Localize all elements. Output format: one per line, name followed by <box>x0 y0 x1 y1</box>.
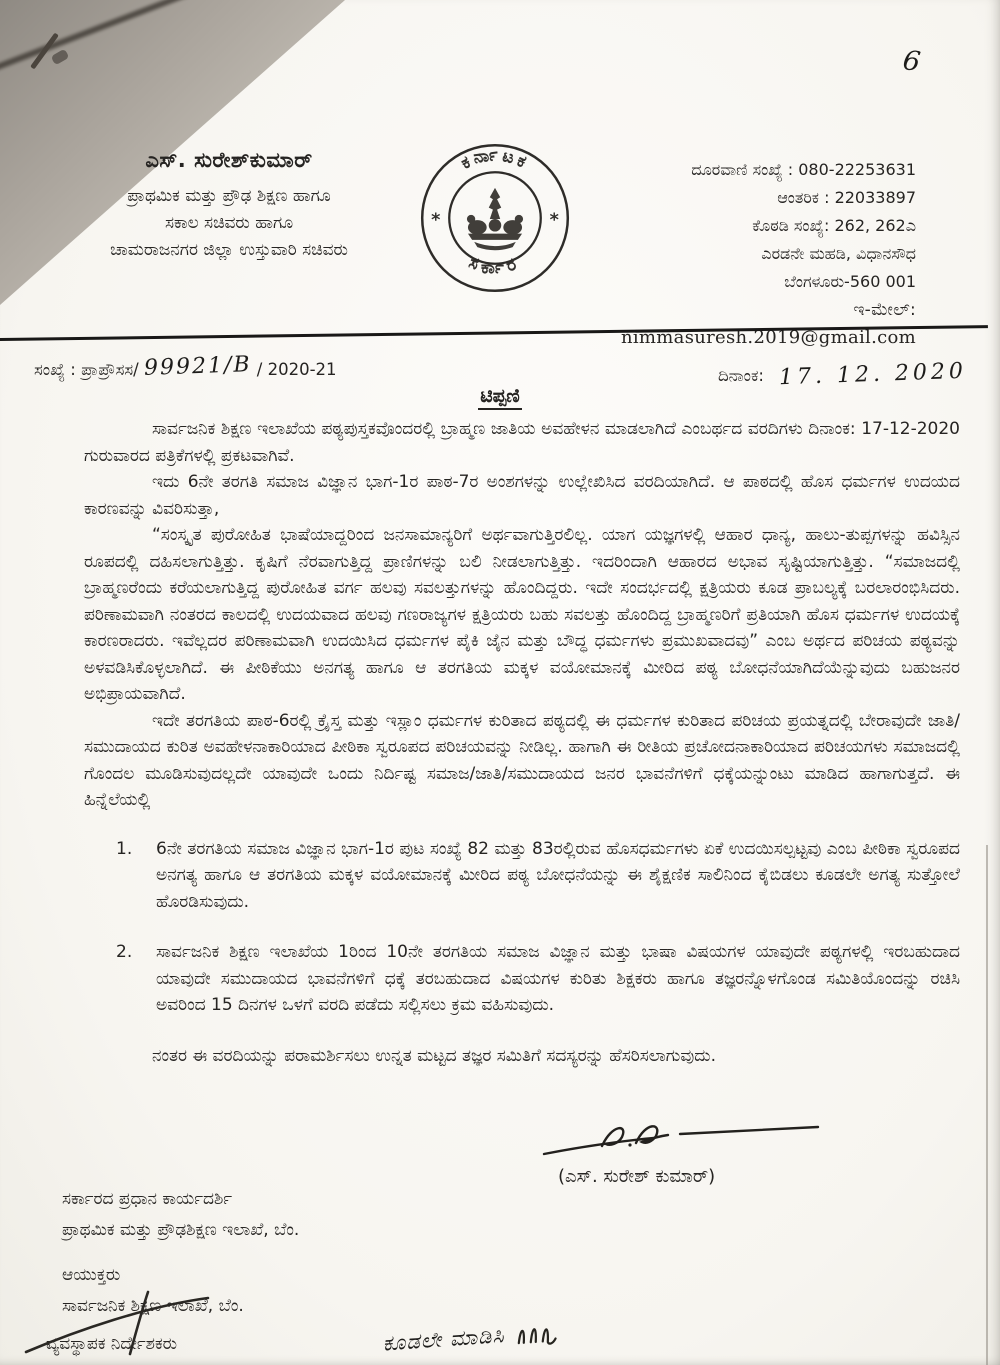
recipient-dept: ಪ್ರಾಥಮಿಕ ಮತ್ತು ಪ್ರೌಢಶಿಕ್ಷಣ ಇಲಾಖೆ, ಬೆಂ. <box>62 1220 300 1240</box>
date-row <box>718 358 968 391</box>
room-label: ಕೊಠಡಿ ಸಂಖ್ಯೆ: <box>752 216 830 235</box>
signatory-name: (ಎಸ್. ಸುರೇಶ್ ಕುಮಾರ್) <box>558 1166 716 1187</box>
paragraph: “ಸಂಸ್ಕೃತ ಪುರೋಹಿತ ಭಾಷೆಯಾದ್ದರಿಂದ ಜನಸಾಮಾನ್ಯರಿಗೆ ಅರ್ಥವಾಗುತ್ತಿರಲಿಲ್ಲ. ಯಾಗ ಯಜ್ಞಗಳಲ್ಲಿ ಆಹಾರ ಧಾನ್ಯ, ಹಾಲು-ತುಪ್ಪಗಳನ್ನು ಹವಿಸ್ಸಿನ ರೂಪದಲ್ಲಿ ದಹಿಸಲಾಗುತ್ತಿತ್ತು. ಕೃಷಿಗೆ ನೆರವಾಗುತ್ತಿದ್ದ ಪ್ರಾಣಿಗಳನ್ನು ಬಲಿ ನೀಡಲಾಗುತ್ತಿತ್ತು. ಇದರಿಂದಾಗಿ ಆಹಾರದ ಅಭಾವ ಸೃಷ್ಟಿಯಾಗುತ್ತಿತ್ತು. “ಸಮಾಜದಲ್ಲಿ ಬ್ರಾಹ್ಮಣರೆಂದು ಕರೆಯಲಾಗುತ್ತಿದ್ದ ಪುರೋಹಿತ ವರ್ಗ ಹಲವು ಸವಲತ್ತುಗಳನ್ನು ಹೊಂದಿದ್ದರು. ಇದೇ ಸಂದರ್ಭದಲ್ಲಿ ಕ್ಷತ್ರಿಯರು ಕೂಡ ಪ್ರಾಬಲ್ಯಕ್ಕೆ ಬರಲಾರಂಭಿಸಿದರು. ಪರಿಣಾಮವಾಗಿ ನಂತರದ ಕಾಲದಲ್ಲಿ ಉದಯವಾದ ಹಲವು ಗಣರಾಜ್ಯಗಳ ಕ್ಷತ್ರಿಯರು ಬಹು ಸವಲತ್ತು ಹೊಂದಿದ್ದ ಬ್ರಾಹ್ಮಣರಿಗೆ ಪ್ರತಿಯಾಗಿ ಹೊಸ ಧರ್ಮಗಳ ಉದಯಕ್ಕೆ ಕಾರಣರಾದರು. ಇವೆಲ್ಲದರ ಪರಿಣಾಮವಾಗಿ ಉದಯಿಸಿದ ಧರ್ಮಗಳ ಪೈಕಿ ಜೈನ ಮತ್ತು ಬೌದ್ಧ ಧರ್ಮಗಳು ಪ್ರಮುಖವಾದವು” ಎಂಬ ಅರ್ಥದ ಪರಿಚಯ ಪಠ್ಯವನ್ನು ಅಳವಡಿಸಿಕೊಳ್ಳಲಾಗಿದೆ. ಈ ಪೀಠಿಕೆಯು ಅನಗತ್ಯ ಹಾಗೂ ಆ ತರಗತಿಯ ಮಕ್ಕಳ ವಯೋಮಾನಕ್ಕೆ ಮೀರಿದ ಪಠ್ಯ ಬೋಧನೆಯಾಗಿದೆಯೆನ್ನುವುದು ಬಹುಜನರ ಅಭಿಪ್ರಾಯವಾಗಿದೆ. <box>84 525 960 704</box>
recipient-title: ಸರ್ಕಾರದ ಪ್ರಧಾನ ಕಾರ್ಯದರ್ಶಿ <box>62 1189 233 1209</box>
reference-number <box>34 352 337 381</box>
phone-number: 080-22253631 <box>798 160 916 179</box>
minister-title-line: ಚಾಮರಾಜನಗರ ಜಿಲ್ಲಾ ಉಸ್ತುವಾರಿ ಸಚಿವರು <box>110 240 348 260</box>
handwritten-note <box>381 1309 573 1356</box>
letterhead <box>28 148 430 264</box>
paragraph: ಸಾರ್ವಜನಿಕ ಶಿಕ್ಷಣ ಇಲಾಖೆಯ ಪಠ್ಯಪುಸ್ತಕವೊಂದರಲ್ಲಿ ಬ್ರಾಹ್ಮಣ ಜಾತಿಯ ಅವಹೇಳನ ಮಾಡಲಾಗಿದೆ ಎಂಬರ್ಥದ ವರದಿಗಳು ದಿನಾಂಕ: 17-12-2020 ಗುರುವಾರದ ಪತ್ರಿಕೆಗಳಲ್ಲಿ ಪ್ರಕಟವಾಗಿವೆ. <box>84 419 960 466</box>
email-row <box>556 296 916 352</box>
reference-number-label: ಸಂಖ್ಯೆ : ಪ್ರಾಪ್ರೌಸಸ/ <box>34 360 139 379</box>
handwritten-page-number: 6 <box>900 44 923 79</box>
email-label: ಇ-ಮೇಲ್: <box>853 300 916 320</box>
contact-block <box>556 156 916 352</box>
minister-name: ಎಸ್. ಸುರೇಶ್‌ಕುಮಾರ್ <box>145 148 313 172</box>
list-item-text: ಸಾರ್ವಜನಿಕ ಶಿಕ್ಷಣ ಇಲಾಖೆಯ 1ರಿಂದ 10ನೇ ತರಗತಿಯ ಸಮಾಜ ವಿಜ್ಞಾನ ಮತ್ತು ಭಾಷಾ ವಿಷಯಗಳ ಯಾವುದೇ ಪಠ್ಯಗಳಲ್ಲಿ ಇರಬಹುದಾದ ಯಾವುದೇ ಸಮುದಾಯದ ಭಾವನೆಗಳಿಗೆ ಧಕ್ಕೆ ತರಬಹುದಾದ ವಿಷಯಗಳ ಕುರಿತು ಶಿಕ್ಷಕರು ಹಾಗೂ ತಜ್ಞರನ್ನೊಳಗೊಂಡ ಸಮಿತಿಯೊಂದನ್ನು ರಚಿಸಿ ಅವರಿಂದ 15 ದಿನಗಳ ಒಳಗೆ ವರದಿ ಪಡೆದು ಸಲ್ಲಿಸಲು ಕ್ರಮ ವಹಿಸುವುದು. <box>156 942 960 1015</box>
karnataka-government-seal-icon <box>417 140 573 296</box>
room-number: 262, 262ಎ <box>834 216 916 235</box>
reference-number-handwritten: 99921/B <box>143 352 252 381</box>
seal-emblem-crest <box>467 188 523 250</box>
phone-label: ದೂರವಾಣಿ ಸಂಖ್ಯೆ : <box>691 160 794 179</box>
pen-tick-marks <box>511 1309 573 1347</box>
document-title-wrap <box>0 385 1000 407</box>
letter-body <box>84 416 960 1069</box>
scan-edge-line <box>986 845 988 1365</box>
seal-top-text: ಕರ್ನಾಟಕ <box>458 144 532 174</box>
minister-title-line: ಸಕಾಲ ಸಚಿವರು ಹಾಗೂ <box>164 213 294 233</box>
recipient-dept: ಸಾರ್ವಜನಿಕ ಶಿಕ್ಷಣ ಇಲಾಖೆ, ಬೆಂ. <box>62 1296 244 1316</box>
seal-bottom-text: ಸರ್ಕಾರ <box>465 252 525 279</box>
svg-text:ಸರ್ಕಾರ <box>466 253 524 279</box>
signature-scribble <box>540 1112 840 1160</box>
phone-row <box>556 156 916 184</box>
email-address: nimmasuresh.2019@gmail.com <box>620 327 916 348</box>
list-item <box>116 939 960 1019</box>
pen-scribble <box>18 1288 238 1358</box>
minister-title-line: ಪ್ರಾಥಮಿಕ ಮತ್ತು ಪ್ರೌಢ ಶಿಕ್ಷಣ ಹಾಗೂ <box>127 186 331 206</box>
seal-left-star: * <box>431 210 441 231</box>
internal-row <box>556 184 916 212</box>
paragraph: ಇದು 6ನೇ ತರಗತಿ ಸಮಾಜ ವಿಜ್ಞಾನ ಭಾಗ-1ರ ಪಾಠ-7ರ ಅಂಶಗಳನ್ನು ಉಲ್ಲೇಖಿಸಿದ ವರದಿಯಾಗಿದೆ. ಆ ಪಾಠದಲ್ಲಿ ಹೊಸ ಧರ್ಮಗಳ ಉದಯದ ಕಾರಣವನ್ನು ವಿವರಿಸುತ್ತಾ, <box>84 472 960 519</box>
recipient-block <box>62 1184 299 1246</box>
list-item-text: 6ನೇ ತರಗತಿಯ ಸಮಾಜ ವಿಜ್ಞಾನ ಭಾಗ-1ರ ಪುಟ ಸಂಖ್ಯೆ 82 ಮತ್ತು 83ರಲ್ಲಿರುವ ಹೊಸಧರ್ಮಗಳು ಏಕೆ ಉದಯಿಸಲ್ಪಟ್ಟವು ಎಂಬ ಪೀಠಿಕಾ ಸ್ವರೂಪದ ಅನಗತ್ಯ ಹಾಗೂ ಆ ತರಗತಿಯ ಮಕ್ಕಳ ವಯೋಮಾನಕ್ಕೆ ಮೀರಿದ ಪಠ್ಯ ಬೋಧನೆಯನ್ನು ಈ ಶೈಕ್ಷಣಿಕ ಸಾಲಿನಿಂದ ಕೈಬಿಡಲು ಕೂಡಲೇ ಅಗತ್ಯ ಸುತ್ತೋಲೆ ಹೊರಡಿಸುವುದು. <box>156 838 960 912</box>
address-line1: ಎರಡನೇ ಮಹಡಿ, ವಿಧಾನಸೌಧ <box>761 244 916 263</box>
address-line2: ಬೆಂಗಳೂರು-560 001 <box>784 272 916 291</box>
handwritten-note-text: ಕೂಡಲೇ ಮಾಡಿಸಿ <box>381 1323 506 1356</box>
date-handwritten: 17. 12. 2020 <box>778 358 968 391</box>
internal-number: 22033897 <box>834 188 916 207</box>
closing-paragraph: ನಂತರ ಈ ವರದಿಯನ್ನು ಪರಾಮರ್ಶಿಸಲು ಉನ್ನತ ಮಟ್ಟದ ತಜ್ಞರ ಸಮಿತಿಗೆ ಸದಸ್ಯರನ್ನು ಹೆಸರಿಸಲಾಗುವುದು. <box>152 1045 716 1066</box>
director-label: ವ್ಯವಸ್ಥಾಪಕ ನಿರ್ದೇಶಕರು <box>46 1334 178 1354</box>
paragraph: ಇದೇ ತರಗತಿಯ ಪಾಠ-6ರಲ್ಲಿ ಕ್ರೈಸ್ತ ಮತ್ತು ಇಸ್ಲಾಂ ಧರ್ಮಗಳ ಕುರಿತಾದ ಪಠ್ಯದಲ್ಲಿ ಈ ಧರ್ಮಗಳ ಕುರಿತಾದ ಪರಿಚಯ ಪ್ರಯತ್ನದಲ್ಲಿ ಬೇರಾವುದೇ ಜಾತಿ/ಸಮುದಾಯದ ಕುರಿತ ಅವಹೇಳನಾಕಾರಿಯಾದ ಪೀಠಿಕಾ ಸ್ವರೂಪದ ಪರಿಚಯವನ್ನು ನೀಡಿಲ್ಲ. ಹಾಗಾಗಿ ಈ ರೀತಿಯ ಪ್ರಚೋದನಾಕಾರಿಯಾದ ಪರಿಚಯಗಳು ಸಮಾಜದಲ್ಲಿ ಗೊಂದಲ ಮೂಡಿಸುವುದಲ್ಲದೇ ಯಾವುದೇ ಒಂದು ನಿರ್ದಿಷ್ಟ ಸಮಾಜ/ಜಾತಿ/ಸಮುದಾಯದ ಜನರ ಭಾವನೆಗಳಿಗೆ ಧಕ್ಕೆಯನ್ನುಂಟು ಮಾಡಿದ ಹಾಗಾಗುತ್ತದೆ. ಈ ಹಿನ್ನೆಲೆಯಲ್ಲಿ <box>84 710 960 810</box>
date-label: ದಿನಾಂಕ: <box>718 366 764 385</box>
room-row <box>556 212 916 240</box>
document-title: ಟಿಪ್ಪಣಿ <box>478 385 522 410</box>
seal-right-star: * <box>549 210 559 231</box>
reference-number-suffix: / 2020-21 <box>256 360 337 379</box>
list-item-number: 2. <box>116 942 133 962</box>
signature-block <box>540 1112 870 1187</box>
list-item <box>116 836 960 916</box>
internal-label: ಆಂತರಿಕ : <box>777 188 830 207</box>
list-item-number: 1. <box>116 838 133 859</box>
recipient-title: ಆಯುಕ್ತರು <box>62 1265 121 1285</box>
directive-list <box>116 836 960 1019</box>
director-line <box>46 1334 177 1354</box>
